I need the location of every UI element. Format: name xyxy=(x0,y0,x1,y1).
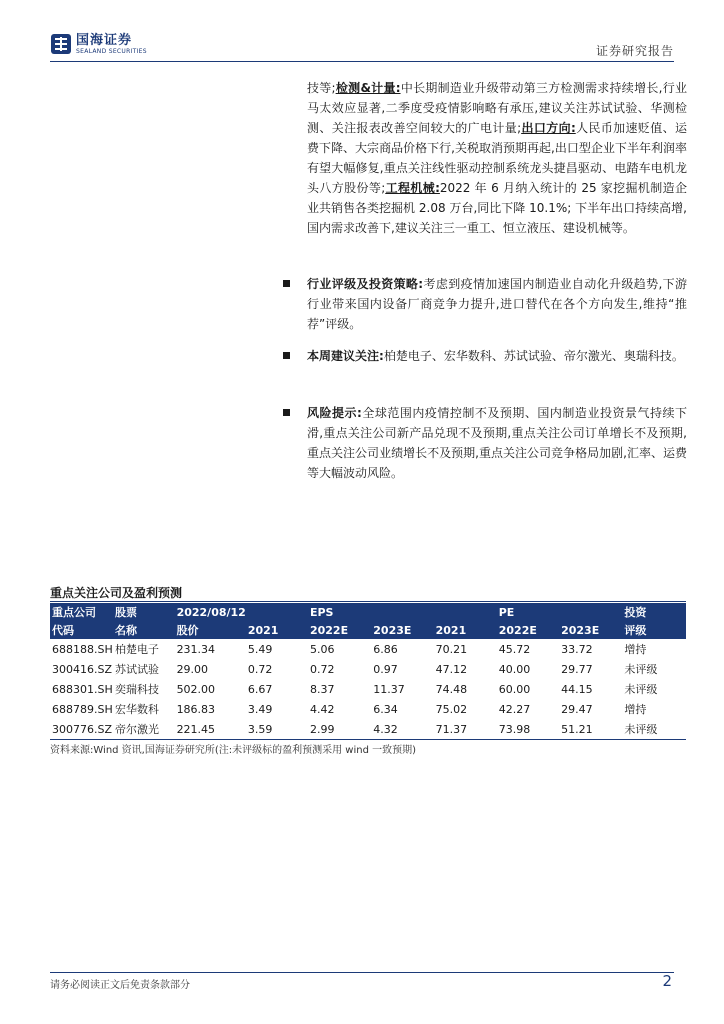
table-title: 重点关注公司及盈利预测 xyxy=(50,586,183,600)
th xyxy=(246,603,308,621)
td: 0.72 xyxy=(247,662,273,676)
th: 代码 xyxy=(52,624,74,637)
table-row xyxy=(50,659,686,679)
td: 300416.SZ xyxy=(52,662,113,676)
bullet-risk-warning xyxy=(307,403,687,483)
td: 未评级 xyxy=(624,723,658,736)
td: 688188.SH xyxy=(52,642,113,656)
bullet-square-icon xyxy=(283,280,290,287)
table-title-divider xyxy=(50,601,686,602)
td: 221.45 xyxy=(176,722,216,736)
td: 6.67 xyxy=(247,682,273,696)
td: 8.37 xyxy=(309,682,335,696)
page-number: 2 xyxy=(662,972,672,990)
logo-en-text: SEALAND SECURITIES xyxy=(76,47,147,55)
th: 投资 xyxy=(624,606,647,619)
table-header-row-2 xyxy=(50,621,686,639)
logo-cn-text: 国海证券 xyxy=(76,32,133,48)
th: 重点公司 xyxy=(52,606,96,619)
td: 47.12 xyxy=(435,662,468,676)
td: 29.77 xyxy=(561,662,593,676)
bullet-label: 本周建议关注: xyxy=(307,349,384,363)
td: 70.21 xyxy=(435,642,468,656)
th: 2021 xyxy=(247,623,279,637)
td: 6.86 xyxy=(373,642,398,656)
td: 5.49 xyxy=(247,642,273,656)
company-logo xyxy=(50,33,147,55)
td: 5.06 xyxy=(309,642,335,656)
td: 11.37 xyxy=(373,682,405,696)
th: 股票 xyxy=(114,606,137,619)
td: 300776.SZ xyxy=(52,722,113,736)
td: 40.00 xyxy=(498,662,531,676)
bullet-label: 行业评级及投资策略: xyxy=(307,277,424,291)
td: 3.59 xyxy=(247,722,273,736)
td: 柏楚电子 xyxy=(114,643,159,656)
td: 231.34 xyxy=(176,642,216,656)
para-text: 2022 年 6 月纳入统计的 25 家挖掘机制造企业共销售各类挖掘机 2.08 万台,同比下降 10.1%; 下半年出口持续高增,国内需求改善下,建议关注三一重工、恒立液压、建设机械等。 xyxy=(307,181,687,235)
td: 帝尔激光 xyxy=(114,723,159,736)
earnings-forecast-table xyxy=(50,603,686,739)
td: 4.32 xyxy=(373,722,398,736)
td: 苏试试验 xyxy=(114,663,159,676)
td: 29.00 xyxy=(176,662,209,676)
th: 2022E xyxy=(498,623,537,637)
td: 29.47 xyxy=(561,702,593,716)
bullet-text: 全球范围内疫情控制不及预期、国内制造业投资景气持续下滑,重点关注公司新产品兑现不及预期,重点关注公司订单增长不及预期,重点关注公司业绩增长不及预期,重点关注公司竞争格局加剧,汇率、运费等大幅波动风险。 xyxy=(307,406,687,480)
table-bottom-rule xyxy=(50,739,686,740)
para-heading-testing: 检测&计量: xyxy=(335,81,401,95)
bullet-text: 考虑到疫情加速国内制造业自动化升级趋势,下游行业带来国内设备厂商竞争力提升,进口替代在各个方向发生,维持“推荐”评级。 xyxy=(307,277,687,331)
td: 60.00 xyxy=(498,682,531,696)
td: 未评级 xyxy=(624,683,658,696)
td: 502.00 xyxy=(176,682,216,696)
para-text: 中长期制造业升级带动第三方检测需求持续增长,行业马太效应显著,二季度受疫情影响略有承压,建议关注苏试试验、华测检测、关注报表改善空间较大的广电计量; xyxy=(307,81,688,135)
th: 2022/08/12 xyxy=(176,605,246,619)
td: 0.72 xyxy=(309,662,335,676)
td: 51.21 xyxy=(561,722,593,736)
bullet-industry-rating xyxy=(307,274,687,334)
table-row xyxy=(50,639,686,659)
th: 评级 xyxy=(624,624,647,637)
th: PE xyxy=(498,605,515,619)
th: EPS xyxy=(309,605,334,619)
td: 6.34 xyxy=(373,702,398,716)
table-row xyxy=(50,699,686,719)
bullet-label: 风险提示: xyxy=(307,406,362,420)
footer-divider xyxy=(50,972,674,973)
paragraph-industry-segments xyxy=(307,78,687,238)
td: 73.98 xyxy=(498,722,531,736)
td: 0.97 xyxy=(373,662,398,676)
page-header xyxy=(0,0,724,64)
para-heading-export: 出口方向: xyxy=(521,121,576,135)
td: 71.37 xyxy=(435,722,468,736)
td: 2.99 xyxy=(309,722,335,736)
td: 增持 xyxy=(624,643,647,656)
th: 2022E xyxy=(309,623,349,637)
table-row xyxy=(50,719,686,739)
td: 4.42 xyxy=(309,702,335,716)
th: 股价 xyxy=(176,624,199,637)
table-source-note: 资料来源:Wind 资讯,国海证券研究所(注:未评级标的盈利预测采用 wind 一致预期) xyxy=(50,745,417,756)
table-header-row-1 xyxy=(50,603,686,621)
td: 3.49 xyxy=(247,702,273,716)
bullet-weekly-picks xyxy=(307,346,687,366)
td: 44.15 xyxy=(561,682,593,696)
bullet-text: 柏楚电子、宏华数科、苏试试验、帝尔激光、奥瑞科技。 xyxy=(383,349,684,363)
table-row xyxy=(50,679,686,699)
report-type-title: 证券研究报告 xyxy=(595,44,674,58)
td: 增持 xyxy=(624,703,647,716)
td: 宏华数科 xyxy=(114,703,159,716)
th xyxy=(559,603,622,621)
td: 688789.SH xyxy=(52,702,113,716)
th: 2021 xyxy=(435,623,467,637)
para-heading-construction: 工程机械: xyxy=(385,181,440,195)
td: 未评级 xyxy=(624,663,658,676)
para-text: 技等; xyxy=(307,81,336,95)
td: 688301.SH xyxy=(52,682,113,696)
td: 42.27 xyxy=(498,702,531,716)
td: 75.02 xyxy=(435,702,468,716)
sealand-logo-icon xyxy=(50,33,72,55)
th xyxy=(371,603,433,621)
th: 2023E xyxy=(561,623,600,637)
footer-disclaimer: 请务必阅读正文后免责条款部分 xyxy=(50,980,190,991)
td: 奕瑞科技 xyxy=(114,683,159,696)
para-text: 人民币加速贬值、运费下降、大宗商品价格下行,关税取消预期再起,出口型企业下半年利润率有望大幅修复,重点关注线性驱动控制系统龙头捷昌驱动、电踏车电机龙头八方股份等; xyxy=(307,121,687,195)
td: 74.48 xyxy=(435,682,468,696)
th: 名称 xyxy=(114,624,137,637)
bullet-square-icon xyxy=(283,352,290,359)
bullet-square-icon xyxy=(283,409,290,416)
td: 45.72 xyxy=(498,642,531,656)
td: 33.72 xyxy=(561,642,593,656)
td: 186.83 xyxy=(176,702,216,716)
th xyxy=(434,603,497,621)
th: 2023E xyxy=(373,623,412,637)
header-divider xyxy=(50,61,674,62)
